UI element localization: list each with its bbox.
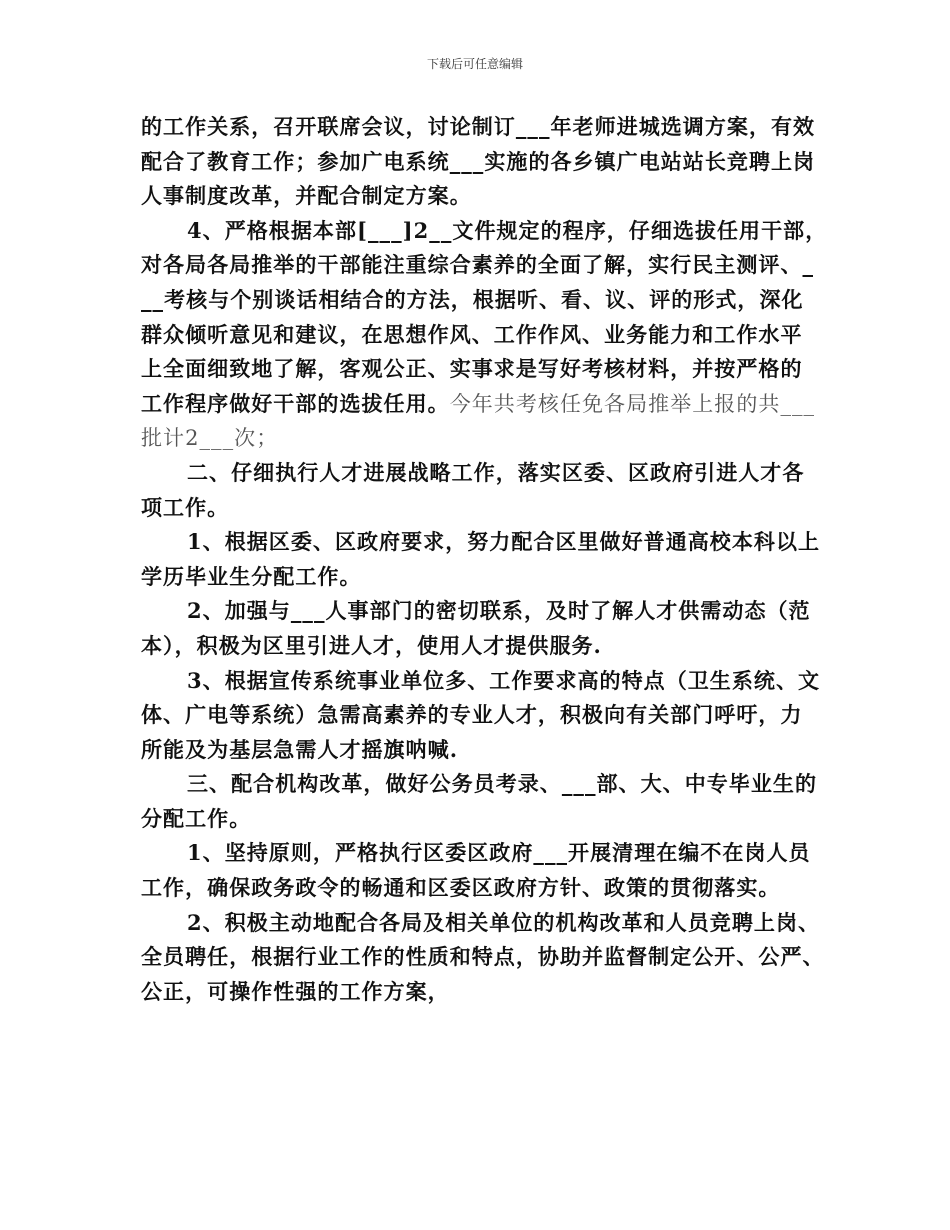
paragraph-line: 2、积极主动地配合各局及相关单位的机构改革和人员竞聘上岗、 (187, 909, 821, 935)
paragraph-line: 所能及为基层急需人才摇旗呐喊. (141, 736, 459, 762)
line-segment-bold: 工作程序做好干部的选拔任用。 (141, 390, 450, 416)
paragraph-line: 2、加强与___人事部门的密切联系，及时了解人才供需动态（范 (187, 598, 811, 624)
paragraph-line: 体、广电等系统）急需高素养的专业人才，积极向有关部门呼吁，力 (141, 702, 803, 728)
paragraph-line: 公正，可操作性强的工作方案， (141, 978, 450, 1004)
paragraph-line: 工作，确保政务政令的畅通和区委区政府方针、政策的贯彻落实。 (141, 875, 781, 901)
line-segment-light: 今年共考核任免各局推举上报的共___ (449, 391, 816, 416)
paragraph-line: 1、根据区委、区政府要求，努力配合区里做好普通高校本科以上 (187, 529, 821, 555)
paragraph-line: 项工作。 (141, 494, 230, 520)
paragraph-line: 上全面细致地了解，客观公正、实事求是写好考核材料，并按严格的 (141, 356, 803, 382)
paragraph-line: 群众倾听意见和建议，在思想作风、工作作风、业务能力和工作水平 (141, 321, 803, 347)
paragraph-line: 4、严格根据本部[___]2__文件规定的程序，仔细选拔任用干部， (187, 217, 828, 243)
paragraph-line: 分配工作。 (141, 805, 252, 831)
paragraph-line: 本），积极为区里引进人才，使用人才提供服务. (141, 632, 602, 658)
paragraph-line: 的工作关系，召开联席会议，讨论制订___年老师进城选调方案，有效 (141, 114, 816, 139)
paragraph-line (141, 387, 816, 422)
paragraph-line: 3、根据宣传系统事业单位多、工作要求高的特点（卫生系统、文 (187, 667, 821, 693)
paragraph-line: 对各局各局推举的干部能注重综合素养的全面了解，实行民主测评、_ (141, 252, 815, 278)
paragraph-line: 学历毕业生分配工作。 (141, 563, 362, 589)
document-body (141, 110, 828, 1009)
paragraph-line: 1、坚持原则，严格执行区委区政府___开展清理在编不在岗人员 (187, 840, 811, 866)
paragraph-line: 配合了教育工作；参加广电系统___实施的各乡镇广电站站长竞聘上岗 (141, 148, 816, 174)
paragraph-line: 三、配合机构改革，做好公务员考录、___部、大、中专毕业生的 (187, 771, 817, 797)
paragraph-line: 人事制度改革，并配合制定方案。 (141, 183, 472, 209)
paragraph-line: 批计2___次； (141, 426, 279, 451)
paragraph-line: __考核与个别谈话相结合的方法，根据听、看、议、评的形式，深化 (141, 286, 804, 312)
page-header-note: 下载后可任意编辑 (426, 57, 523, 71)
paragraph-line: 全员聘任，根据行业工作的性质和特点，协助并监督制定公开、公严、 (141, 944, 825, 970)
paragraph-line: 二、仔细执行人才进展战略工作，落实区委、区政府引进人才各 (187, 459, 805, 485)
